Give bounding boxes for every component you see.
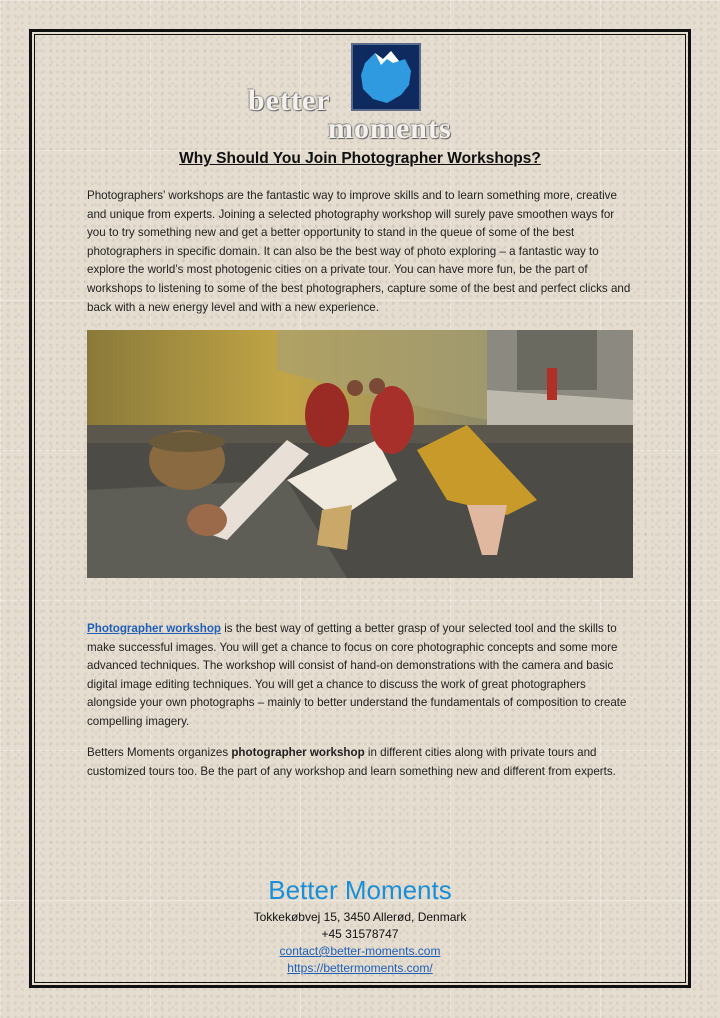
footer-email-link[interactable]: contact@better-moments.com bbox=[279, 944, 441, 958]
organizer-paragraph-start: Betters Moments organizes bbox=[87, 746, 232, 759]
article-title: Why Should You Join Photographer Workshops? bbox=[179, 150, 541, 167]
iceberg-logo-icon bbox=[353, 45, 419, 109]
workshop-paragraph-text: is the best way of getting a better grasp of your selected tool and the skills to make successful images. You will get a chance to focus on core photographic concepts and some more advanced techniques. The workshop will consist of hand-on demonstrations with the camera and basic digital image editing techniques. You will get a chance to discuss the work of great photographers alongside your own photographs – mainly to better understand the fundamentals of composition to create compelling imagery. bbox=[87, 622, 627, 728]
footer-address: Tokkekøbvej 15, 3450 Allerød, Denmark bbox=[253, 910, 467, 924]
workshop-paragraph bbox=[87, 620, 635, 732]
organizer-paragraph bbox=[87, 744, 635, 781]
logo-mark bbox=[351, 43, 421, 111]
logo-word-moments: moments bbox=[328, 112, 452, 145]
footer-website-link[interactable]: https://bettermoments.com/ bbox=[287, 961, 433, 975]
photographer-workshop-bold: photographer workshop bbox=[231, 746, 365, 759]
intro-paragraph: Photographers’ workshops are the fantastic way to improve skills and to learn something more, creative and unique from experts. Joining a selected photography workshop will surely pave smoothen ways for you to try something new and get a better opportunity to stand in the queue of some of the best photographers in specific domain. It can also be the best way of photo exploring – a fantastic way to explore the world’s most photogenic cities on a private tour. You can have more fun, be the part of workshops to listening to some of the best photographers, capture some of the best and perfect clicks and back with a new energy level and with a new experience. bbox=[87, 189, 631, 314]
footer-phone: +45 31578747 bbox=[321, 927, 399, 941]
logo-word-better: better bbox=[248, 84, 331, 117]
monks-statues-photo bbox=[87, 330, 633, 578]
organizer-paragraph-rest: in different cities along with private tours and customized tours too. Be the part of any workshop and learn something new and different from experts. bbox=[87, 746, 616, 778]
footer-brand: Better Moments bbox=[268, 875, 452, 905]
photographer-workshop-link[interactable]: Photographer workshop bbox=[87, 622, 221, 635]
